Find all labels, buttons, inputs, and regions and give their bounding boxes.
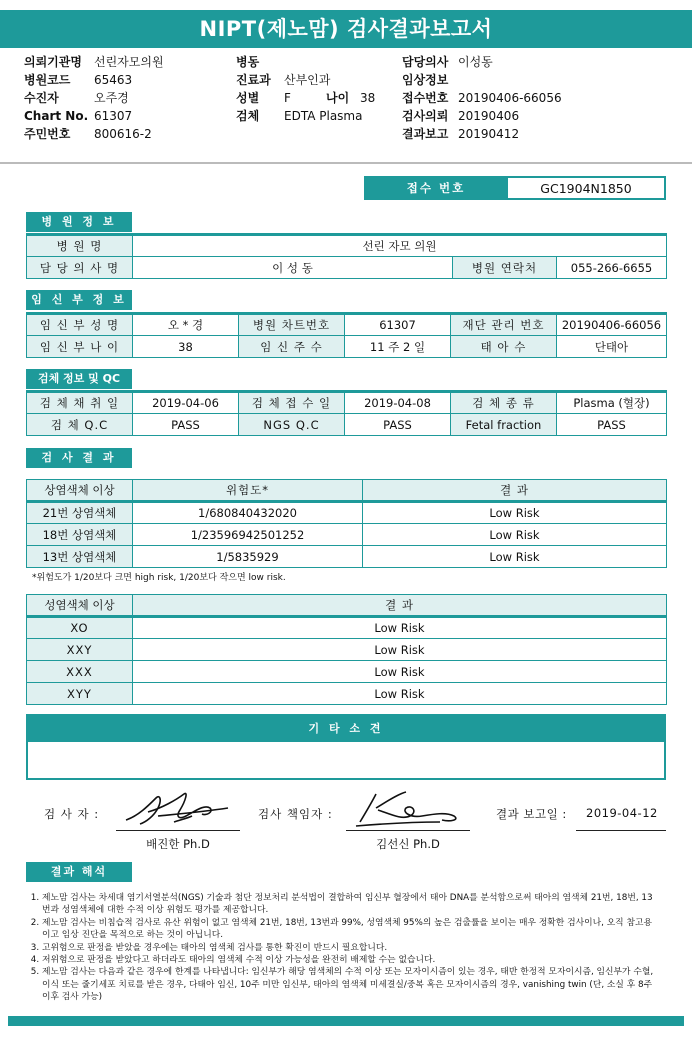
doctor-label: 담당의사: [402, 55, 449, 69]
tester-label: 검 사 자 :: [44, 807, 100, 821]
header-col3: [402, 53, 562, 143]
receive-date-label: 검 체 접 수 일: [239, 392, 345, 414]
receipt-label: 접수 번호: [365, 177, 507, 199]
mgmt-no-label: 재단 관리 번호: [451, 314, 557, 336]
sex-chromosome-name: XXX: [27, 661, 133, 683]
hospital-info-table: [26, 233, 667, 279]
specimen-info-table: [26, 390, 667, 436]
sex-result-value: Low Risk: [133, 639, 667, 661]
pregnant-age-label: 임 신 부 나 이: [27, 336, 133, 358]
fetus-count-value: 단태아: [557, 336, 667, 358]
result-value: Low Risk: [363, 546, 667, 568]
chromosome-name: 13번 상염색체: [27, 546, 133, 568]
chief-signature-line: [346, 830, 470, 831]
hospital-name-label: 병 원 명: [27, 235, 133, 257]
table-row: [27, 639, 667, 661]
doctor-name-label: 담 당 의 사 명: [27, 257, 133, 279]
specimen-qc-value: PASS: [133, 414, 239, 436]
table-row: [27, 502, 667, 524]
risk-footnote: *위험도가 1/20보다 크면 high risk, 1/20보다 작으면 low risk.: [32, 573, 286, 583]
sex-chromosome-name: XO: [27, 617, 133, 639]
specimen-type-label: 검 체 종 류: [451, 392, 557, 414]
hospital-chart-value: 61307: [345, 314, 451, 336]
other-findings-box: [26, 714, 666, 780]
interpretation-list: [30, 892, 660, 1004]
header-col1: [24, 53, 164, 143]
request-date-value: 20190406: [458, 109, 520, 123]
header-divider: [0, 162, 692, 164]
doctor-value: 이성동: [458, 55, 493, 69]
pregnant-info-title: 임 신 부 정 보: [26, 290, 132, 310]
specimen-qc-label: 검 체 Q.C: [27, 414, 133, 436]
collect-date-label: 검 체 채 취 일: [27, 392, 133, 414]
age-label: 나이: [326, 91, 350, 105]
fetal-fraction-value: PASS: [557, 414, 667, 436]
result-value: Low Risk: [363, 524, 667, 546]
patient-value: 오주경: [94, 91, 129, 105]
report-date-label: 결과보고: [402, 127, 449, 141]
specimen-label: 검체: [236, 109, 260, 123]
receipt-value: GC1904N1850: [507, 177, 665, 199]
table-row: [27, 661, 667, 683]
autosome-head: 상염색체 이상: [27, 480, 133, 502]
hospital-name-value: 선린 자모 의원: [133, 235, 667, 257]
institution-label: 의뢰기관명: [24, 55, 82, 69]
chromosome-name: 21번 상염색체: [27, 502, 133, 524]
report-date-sig-value: 2019-04-12: [586, 806, 658, 820]
chief-name: 김선신 Ph.D: [376, 837, 440, 851]
clinical-info-label: 임상정보: [402, 73, 449, 87]
sex-result-head: 결 과: [133, 595, 667, 617]
risk-value: 1/23596942501252: [133, 524, 363, 546]
table-row: [27, 683, 667, 705]
receipt-no-label: 접수번호: [402, 91, 449, 105]
report-date-line: [576, 830, 666, 831]
weeks-label: 임 신 주 수: [239, 336, 345, 358]
table-row: [27, 524, 667, 546]
receipt-no-value: 20190406-66056: [458, 91, 562, 105]
mgmt-no-value: 20190406-66056: [557, 314, 667, 336]
sex-result-value: Low Risk: [133, 683, 667, 705]
sex-value: F: [284, 91, 291, 105]
result-value: Low Risk: [363, 502, 667, 524]
table-row: [27, 617, 667, 639]
resident-no-value: 800616-2: [94, 127, 152, 141]
risk-value: 1/680840432020: [133, 502, 363, 524]
dept-label: 진료과: [236, 73, 271, 87]
results-title: 검 사 결 과: [26, 448, 132, 468]
weeks-value: 11 주 2 일: [345, 336, 451, 358]
header-col2: [236, 53, 375, 125]
chart-no-value: 61307: [94, 109, 133, 123]
pregnant-name-value: 오 * 경: [133, 314, 239, 336]
pregnant-name-label: 임 신 부 성 명: [27, 314, 133, 336]
risk-value: 1/5835929: [133, 546, 363, 568]
sex-result-value: Low Risk: [133, 661, 667, 683]
chromosome-name: 18번 상염색체: [27, 524, 133, 546]
result-head: 결 과: [363, 480, 667, 502]
interpretation-item: 2. 제노맘 검사는 비침습적 검사로 유산 위험이 없고 염색체 21번, 18번, 13번과 99%, 성염색체 95%의 높은 검출률을 보이는 매우 정확한 검사이나, 오직 참고용이고 임상 진단을 목적으로 하는 것이 아닙니다.: [42, 917, 660, 942]
contact-label: 병원 연락처: [453, 257, 557, 279]
interpretation-title: 결과 해석: [26, 862, 132, 882]
chief-signature-icon: [350, 786, 470, 832]
hospital-chart-label: 병원 차트번호: [239, 314, 345, 336]
tester-signature-line: [116, 830, 240, 831]
report-title: NIPT(제노맘) 검사결과보고서: [0, 10, 692, 48]
report-date-value: 20190412: [458, 127, 520, 141]
tester-signature-icon: [118, 786, 236, 832]
footer-bar: [8, 1016, 684, 1026]
pregnant-info-table: [26, 312, 667, 358]
receive-date-value: 2019-04-08: [345, 392, 451, 414]
hospital-code-label: 병원코드: [24, 73, 71, 87]
interpretation-item: 3. 고위험으로 판정을 받았을 경우에는 태아의 염색체 검사를 통한 확진이 반드시 필요합니다.: [42, 942, 660, 954]
sex-label: 성별: [236, 91, 260, 105]
table-row: [27, 546, 667, 568]
fetal-fraction-label: Fetal fraction: [451, 414, 557, 436]
interpretation-item: 5. 제노맘 검사는 다음과 같은 경우에 한계를 나타냅니다: 임신부가 해당 염색체의 수적 이상 또는 모자이시즘이 있는 경우, 태반 한정적 모자이시즘, 임신부가 수혈, 이식 또는 줄기세포 치료를 받은 경우, 다태아 임신, 10주 미만 임신부, 태아의 염색체 미세결실/중복 혹은 모자이시즘의 경우, vanishing twin (단, 소실 후 8주 이후 검사 가능): [42, 966, 660, 1003]
risk-head: 위험도*: [133, 480, 363, 502]
tester-name: 배진한 Ph.D: [146, 837, 210, 851]
ngs-qc-label: NGS Q.C: [239, 414, 345, 436]
age-value: 38: [360, 91, 376, 105]
interpretation-item: 4. 저위험으로 판정을 받았다고 하더라도 태아의 염색체 수적 이상 가능성을 완전히 배제할 수는 없습니다.: [42, 954, 660, 966]
contact-value: 055-266-6655: [557, 257, 667, 279]
hospital-info-title: 병 원 정 보: [26, 212, 132, 232]
other-findings-content: [28, 742, 664, 750]
fetus-count-label: 태 아 수: [451, 336, 557, 358]
sex-chromosome-table: [26, 594, 667, 705]
sex-chromosome-name: XXY: [27, 639, 133, 661]
specimen-info-title: 검체 정보 및 QC: [26, 369, 132, 389]
sex-chromosome-head: 성염색체 이상: [27, 595, 133, 617]
sex-result-value: Low Risk: [133, 617, 667, 639]
interpretation-item: 1. 제노맘 검사는 차세대 염기서열분석(NGS) 기술과 첨단 정보처리 분석법이 결합하여 임신부 혈장에서 태아 DNA를 분석함으로써 태아의 염색체 21번, 18번, 13번과 성염색체에 대한 수적 이상 위험도 평가를 제공합니다.: [42, 892, 660, 917]
ward-label: 병동: [236, 55, 260, 69]
doctor-name-value: 이 성 동: [133, 257, 453, 279]
other-findings-title: 기 타 소 견: [28, 716, 664, 742]
ngs-qc-value: PASS: [345, 414, 451, 436]
specimen-type-value: Plasma (혈장): [557, 392, 667, 414]
sex-chromosome-name: XYY: [27, 683, 133, 705]
resident-no-label: 주민번호: [24, 127, 71, 141]
receipt-box: [364, 176, 666, 200]
institution-value: 선린자모의원: [94, 55, 164, 69]
chief-label: 검사 책임자 :: [258, 807, 333, 821]
autosome-results-table: [26, 479, 667, 568]
chart-no-label: Chart No.: [24, 109, 89, 123]
pregnant-age-value: 38: [133, 336, 239, 358]
dept-value: 산부인과: [284, 73, 331, 87]
report-date-sig-label: 결과 보고일 :: [496, 807, 567, 821]
collect-date-value: 2019-04-06: [133, 392, 239, 414]
specimen-value: EDTA Plasma: [284, 109, 363, 123]
hospital-code-value: 65463: [94, 73, 133, 87]
patient-label: 수진자: [24, 91, 59, 105]
request-date-label: 검사의뢰: [402, 109, 449, 123]
